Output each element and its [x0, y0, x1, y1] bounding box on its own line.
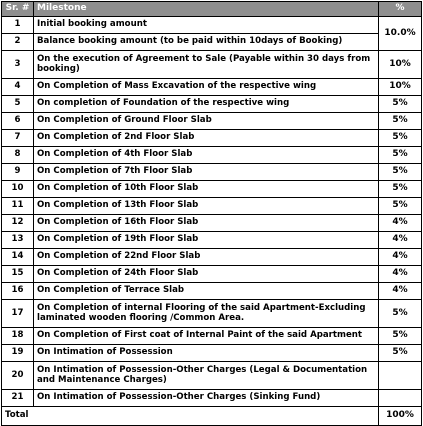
percent-cell: 4% [379, 266, 422, 283]
milestone-cell: On Completion of 4th Floor Slab [34, 147, 379, 164]
row-number: 1 [2, 17, 34, 34]
milestone-cell: On completion of Foundation of the respective wing [34, 96, 379, 113]
percent-cell: 10% [379, 51, 422, 79]
row-number: 9 [2, 164, 34, 181]
percent-cell: 4% [379, 249, 422, 266]
milestone-cell: On Intimation of Possession [34, 345, 379, 362]
row-number: 13 [2, 232, 34, 249]
table-row [2, 266, 422, 283]
table-row [2, 130, 422, 147]
percent-cell: 5% [379, 96, 422, 113]
percent-cell: 4% [379, 215, 422, 232]
percent-cell: 10% [379, 79, 422, 96]
milestone-cell: On Completion of 22nd Floor Slab [34, 249, 379, 266]
milestone-cell: Initial booking amount [34, 17, 379, 34]
milestone-cell: On Completion of internal Flooring of the said Apartment-Excluding laminated wooden flooring /Common Area. [34, 300, 379, 328]
row-number: 2 [2, 34, 34, 51]
milestone-cell: On Intimation of Possession-Other Charges (Sinking Fund) [34, 390, 379, 407]
table-row [2, 283, 422, 300]
percent-cell: 5% [379, 345, 422, 362]
table-row [2, 345, 422, 362]
percent-cell: 5% [379, 164, 422, 181]
percent-cell: 5% [379, 113, 422, 130]
table-row [2, 328, 422, 345]
header-sr: Sr. # [2, 2, 34, 17]
table-row [2, 249, 422, 266]
table-row [2, 34, 422, 51]
row-number: 21 [2, 390, 34, 407]
milestone-cell: On Completion of 10th Floor Slab [34, 181, 379, 198]
milestone-cell: Balance booking amount (to be paid within 10days of Booking) [34, 34, 379, 51]
percent-cell: 5% [379, 181, 422, 198]
milestone-cell: On Intimation of Possession-Other Charges (Legal & Documentation and Maintenance Charges) [34, 362, 379, 390]
milestone-cell: On Completion of 7th Floor Slab [34, 164, 379, 181]
table-row [2, 51, 422, 79]
percent-cell: 4% [379, 283, 422, 300]
row-number: 16 [2, 283, 34, 300]
table-row [2, 181, 422, 198]
percent-cell: 5% [379, 300, 422, 328]
percent-cell [379, 362, 422, 390]
percent-cell: 10.0% [379, 17, 422, 51]
percent-cell: 4% [379, 232, 422, 249]
row-number: 12 [2, 215, 34, 232]
milestone-cell: On Completion of 19th Floor Slab [34, 232, 379, 249]
percent-cell: 5% [379, 147, 422, 164]
percent-cell: 5% [379, 130, 422, 147]
row-number: 4 [2, 79, 34, 96]
row-number: 14 [2, 249, 34, 266]
table-row [2, 300, 422, 328]
table-row [2, 215, 422, 232]
table-row [2, 17, 422, 34]
milestone-cell: On Completion of Mass Excavation of the respective wing [34, 79, 379, 96]
row-number: 3 [2, 51, 34, 79]
milestone-cell: On Completion of Ground Floor Slab [34, 113, 379, 130]
row-number: 10 [2, 181, 34, 198]
percent-cell [379, 390, 422, 407]
percent-cell: 5% [379, 328, 422, 345]
milestone-cell: On Completion of 2nd Floor Slab [34, 130, 379, 147]
table-footer [2, 407, 422, 426]
table-row [2, 96, 422, 113]
table-row [2, 79, 422, 96]
row-number: 19 [2, 345, 34, 362]
table-row [2, 362, 422, 390]
total-percent: 100% [379, 407, 422, 426]
total-label: Total [2, 407, 379, 426]
header-milestone: Milestone [34, 2, 379, 17]
percent-cell: 5% [379, 198, 422, 215]
table-row [2, 113, 422, 130]
row-number: 17 [2, 300, 34, 328]
payment-schedule-table [1, 1, 422, 426]
table-row [2, 198, 422, 215]
row-number: 6 [2, 113, 34, 130]
milestone-cell: On Completion of 24th Floor Slab [34, 266, 379, 283]
row-number: 11 [2, 198, 34, 215]
table-header [2, 2, 422, 17]
table-body [2, 17, 422, 407]
milestone-cell: On Completion of 16th Floor Slab [34, 215, 379, 232]
row-number: 5 [2, 96, 34, 113]
row-number: 8 [2, 147, 34, 164]
milestone-cell: On Completion of First coat of Internal Paint of the said Apartment [34, 328, 379, 345]
row-number: 20 [2, 362, 34, 390]
row-number: 15 [2, 266, 34, 283]
table-row [2, 232, 422, 249]
milestone-cell: On the execution of Agreement to Sale (Payable within 30 days from booking) [34, 51, 379, 79]
milestone-cell: On Completion of 13th Floor Slab [34, 198, 379, 215]
table-row [2, 390, 422, 407]
milestone-cell: On Completion of Terrace Slab [34, 283, 379, 300]
table-row [2, 164, 422, 181]
header-percent: % [379, 2, 422, 17]
row-number: 18 [2, 328, 34, 345]
total-row [2, 407, 422, 426]
header-row [2, 2, 422, 17]
row-number: 7 [2, 130, 34, 147]
table-row [2, 147, 422, 164]
